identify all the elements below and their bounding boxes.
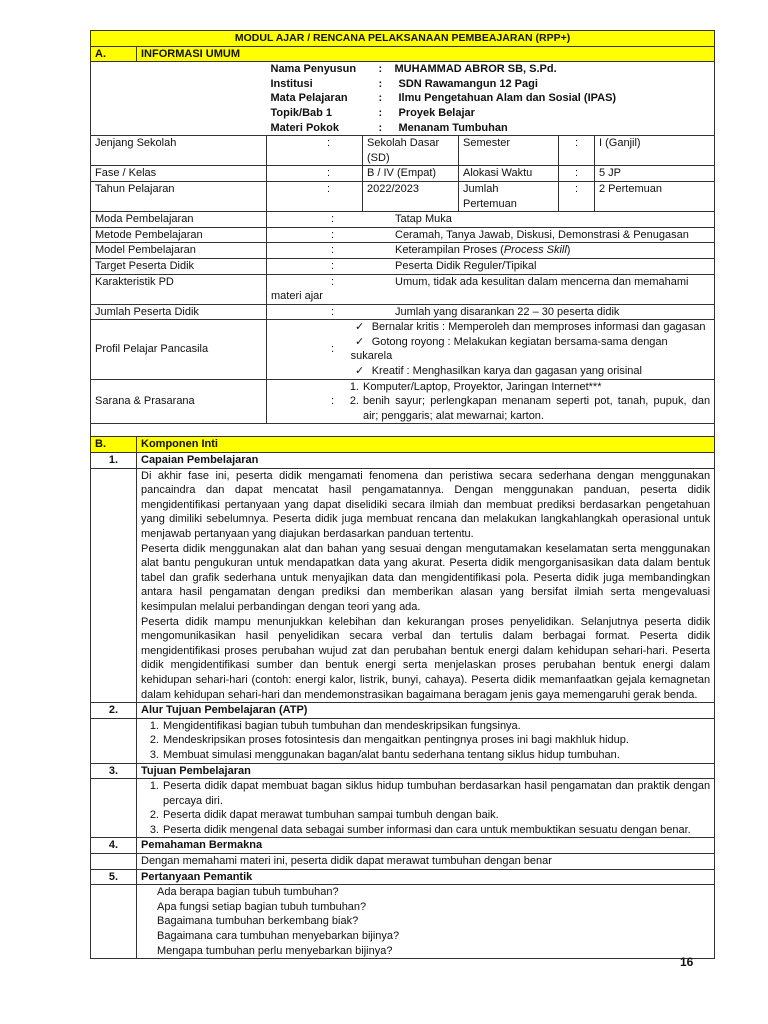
subsection-num: 4.	[91, 838, 137, 854]
subsection-header	[91, 703, 715, 719]
spacer-row	[91, 424, 715, 437]
subsection-title: Capaian Pembelajaran	[137, 453, 715, 469]
list-item: 2. Peserta didik dapat merawat tumbuhan sampai tumbuh dengan baik.	[149, 809, 499, 822]
section-a-header	[91, 46, 715, 62]
pemahaman-text: Dengan memahami materi ini, peserta didik dapat merawat tumbuhan dengan benar	[137, 854, 715, 870]
profil-row	[91, 320, 715, 379]
list-item: 3. Membuat simulasi menggunakan bagan/alat bantu sederhana tentang siklus hidup tumbuhan.	[149, 748, 620, 761]
header-label: Mata Pelajaran	[270, 92, 348, 105]
header-info-row	[91, 77, 715, 92]
paragraph: Peserta didik mampu menunjukkan kelebihan dan kekurangan proses penyelidikan. Selanjutnya peserta didik mengomunikasikan hasil penyelidikan secara verbal dan tertulis dalam berbagai format. Peserta didik mengidentifikasi proses perubahan wujud zat dan perubahan bentuk energi dalam kehidupan sehari-hari. Peserta didik mengidentifikasi sumber dan bentuk energi serta menjelaskan proses perubahan bentuk energi dalam kehidupan sehari-hari (contoh: energi kalor, listrik, bunyi, cahaya). Peserta didik memanfaatkan gejala kemagnetan dalam kehidupan sehari-hari dan mendemonstrasikan bagaimana beragam jenis gaya memengaruhi gerak benda.	[141, 615, 711, 701]
header-value: SDN Rawamangun 12 Pagi	[427, 77, 715, 92]
question-item: Bagaimana tumbuhan berkembang biak?	[157, 915, 359, 928]
info-label: Model Pembelajaran	[91, 243, 267, 259]
info-value: B / IV (Empat)	[363, 166, 459, 182]
list-item: 2. Mendeskripsikan proses fotosintesis dan mengaitkan pentingnya proses ini bagi makhluk hidup.	[149, 734, 629, 747]
profil-item: ✓ Bernalar kritis : Memperoleh dan memproses informasi dan gagasan	[351, 320, 710, 335]
profil-list	[267, 320, 715, 379]
info-label: Tahun Pelajaran	[91, 181, 267, 211]
info-value: 2 Pertemuan	[595, 181, 715, 211]
check-icon: ✓	[355, 365, 365, 378]
info-value: 5 JP	[595, 166, 715, 182]
header-value: MUHAMMAD ABROR SB, S.Pd.	[427, 62, 715, 77]
info-label: Jumlah Peserta Didik	[91, 304, 267, 320]
colon: :	[331, 343, 335, 356]
info-label: Jenjang Sekolah	[91, 136, 267, 166]
header-value: Ilmu Pengetahuan Alam dan Sosial (IPAS)	[427, 91, 715, 106]
document-page	[90, 30, 714, 959]
title-row	[91, 31, 715, 47]
question-item: Mengapa tumbuhan perlu menyebarkan bijinya?	[157, 944, 393, 957]
info-value: I (Ganjil)	[595, 136, 715, 166]
subsection-title: Pertanyaan Pemantik	[137, 869, 715, 885]
header-info-row	[91, 91, 715, 106]
paragraph: Di akhir fase ini, peserta didik mengamati fenomena dan peristiwa secara sederhana dengan menggunakan pancaindra dan dapat mencatat hasil pengamatannya. Dengan menggunakan panduan, peserta didik mengidentifikasi pertanyaan yang dapat diselidiki secara ilmiah dan membuat prediksi berdasarkan pengetahuan yang dimiliki sebelumnya. Peserta didik juga membuat rencana dan melakukan langkahlangkah operasional untuk menjawab pertanyaan yang diajukan berdasarkan panduan tertentu.	[141, 469, 711, 540]
tujuan-body	[91, 779, 715, 838]
check-icon: ✓	[355, 335, 365, 348]
paragraph: Peserta didik menggunakan alat dan bahan yang sesuai dengan mengutamakan keselamatan serta menggunakan alat bantu pengukuran untuk mendapatkan data yang akurat. Peserta didik mengorganisasikan data dalam bentuk tabel dan grafik sederhana untuk menyajikan data dan mengidentifikasi pola. Peserta didik juga membandingkan antara hasil pengamatan dengan prediksi dan memberikan alasan yang bersifat ilmiah serta mengevaluasi kesimpulan melalui perbandingan dengan teori yang ada.	[141, 542, 711, 613]
info-row	[91, 258, 715, 274]
info-value: :	[267, 136, 363, 166]
pertanyaan-body	[91, 885, 715, 959]
profil-item: ✓ Kreatif : Menghasilkan karya dan gagasan yang orisinal	[351, 364, 710, 379]
header-label: Topik/Bab 1	[270, 106, 333, 119]
info-label: Fase / Kelas	[91, 166, 267, 182]
section-b-label: Komponen Inti	[137, 437, 715, 453]
info-label: Karakteristik PD	[91, 274, 267, 304]
colon: :	[559, 181, 595, 211]
header-label: Materi Pokok	[267, 121, 363, 136]
info-value: : Ceramah, Tanya Jawab, Diskusi, Demonstrasi & Penugasan	[267, 227, 715, 243]
info-row	[91, 274, 715, 304]
check-icon: ✓	[355, 321, 365, 334]
info-value: : Umum, tidak ada kesulitan dalam mencerna dan memahami materi ajar	[267, 274, 715, 304]
question-item: Ada berapa bagian tubuh tumbuhan?	[157, 886, 339, 899]
info-label: Jumlah Pertemuan	[459, 181, 559, 211]
info-pair-row	[91, 136, 715, 166]
info-row	[91, 227, 715, 243]
info-label: Metode Pembelajaran	[91, 227, 267, 243]
capaian-body	[91, 468, 715, 703]
pertanyaan-list	[137, 885, 715, 959]
pemahaman-body	[91, 854, 715, 870]
info-label: Semester	[459, 136, 559, 166]
list-item: 1. Peserta didik dapat membuat bagan siklus hidup tumbuhan berdasarkan hasil pengamatan dan praktik dengan percaya diri.	[149, 780, 711, 807]
colon: :	[363, 121, 427, 136]
capaian-text	[137, 468, 715, 703]
info-label: Target Peserta Didik	[91, 258, 267, 274]
document-title: MODUL AJAR / RENCANA PELAKSANAAN PEMBEAJARAN (RPP+)	[91, 31, 715, 47]
sarana-label: Sarana & Prasarana	[91, 379, 267, 424]
info-label: Moda Pembelajaran	[91, 212, 267, 228]
subsection-num: 3.	[91, 763, 137, 779]
list-item: 1. Mengidentifikasi bagian tubuh tumbuhan dan mendeskripsikan fungsinya.	[149, 719, 521, 732]
profil-label: Profil Pelajar Pancasila	[91, 320, 267, 379]
question-item: Bagaimana cara tumbuhan menyebarkan bijinya?	[157, 930, 400, 943]
info-value: :	[267, 181, 363, 211]
info-value: Sekolah Dasar (SD)	[363, 136, 459, 166]
colon: :	[559, 166, 595, 182]
info-value: : Peserta Didik Reguler/Tipikal	[267, 258, 715, 274]
header-label: Nama Penyusun	[267, 62, 363, 77]
subsection-num: 5.	[91, 869, 137, 885]
atp-body	[91, 718, 715, 763]
section-b-header	[91, 437, 715, 453]
profil-item: ✓ Gotong royong : Melakukan kegiatan bersama-sama dengan sukarela	[350, 335, 668, 363]
subsection-header	[91, 763, 715, 779]
header-label: Institusi	[270, 77, 313, 90]
list-item: 3. Peserta didik mengenal data sebagai sumber informasi dan cara untuk membuktikan sesuatu dengan benar.	[149, 823, 691, 836]
subsection-num: 2.	[91, 703, 137, 719]
colon: :	[378, 92, 383, 105]
sarana-list	[267, 379, 715, 424]
info-value: :	[267, 166, 363, 182]
info-label: Alokasi Waktu	[459, 166, 559, 182]
subsection-title: Pemahaman Bermakna	[137, 838, 715, 854]
subsection-num: 1.	[91, 453, 137, 469]
colon: :	[331, 395, 335, 408]
atp-list	[137, 718, 715, 763]
colon: :	[363, 62, 427, 77]
header-info-row	[91, 121, 715, 136]
colon: :	[378, 106, 383, 119]
section-b-code: B.	[91, 437, 137, 453]
colon: :	[559, 136, 595, 166]
info-value: : Jumlah yang disarankan 22 – 30 peserta didik	[267, 304, 715, 320]
sarana-row	[91, 379, 715, 424]
question-item: Apa fungsi setiap bagian tubuh tumbuhan?	[157, 900, 367, 913]
info-value: : Tatap Muka	[267, 212, 715, 228]
subsection-header	[91, 453, 715, 469]
section-a-label: INFORMASI UMUM	[137, 46, 715, 62]
section-a-code: A.	[91, 46, 137, 62]
subsection-title: Alur Tujuan Pembelajaran (ATP)	[137, 703, 715, 719]
subsection-header	[91, 838, 715, 854]
info-value: : Keterampilan Proses (Process Skill)	[267, 243, 715, 259]
module-table	[90, 30, 715, 959]
sarana-item: 1. Komputer/Laptop, Proyektor, Jaringan Internet***	[349, 380, 602, 393]
info-pair-row	[91, 181, 715, 211]
colon: :	[378, 77, 383, 90]
info-pair-row	[91, 166, 715, 182]
info-row	[91, 304, 715, 320]
tujuan-list	[137, 779, 715, 838]
info-value: 2022/2023	[363, 181, 459, 211]
header-value: Proyek Belajar	[427, 106, 715, 121]
header-info-row	[91, 62, 715, 77]
subsection-title: Tujuan Pembelajaran	[137, 763, 715, 779]
info-row	[91, 212, 715, 228]
header-value: Menanam Tumbuhan	[427, 121, 715, 136]
subsection-header	[91, 869, 715, 885]
page-number: 16	[680, 955, 694, 969]
header-info-row	[91, 106, 715, 121]
sarana-item: 2. benih sayur; perlengkapan menanam seperti pot, tanah, pupuk, dan air; penggaris; alat mewarnai; karton.	[349, 395, 711, 422]
info-row	[91, 243, 715, 259]
